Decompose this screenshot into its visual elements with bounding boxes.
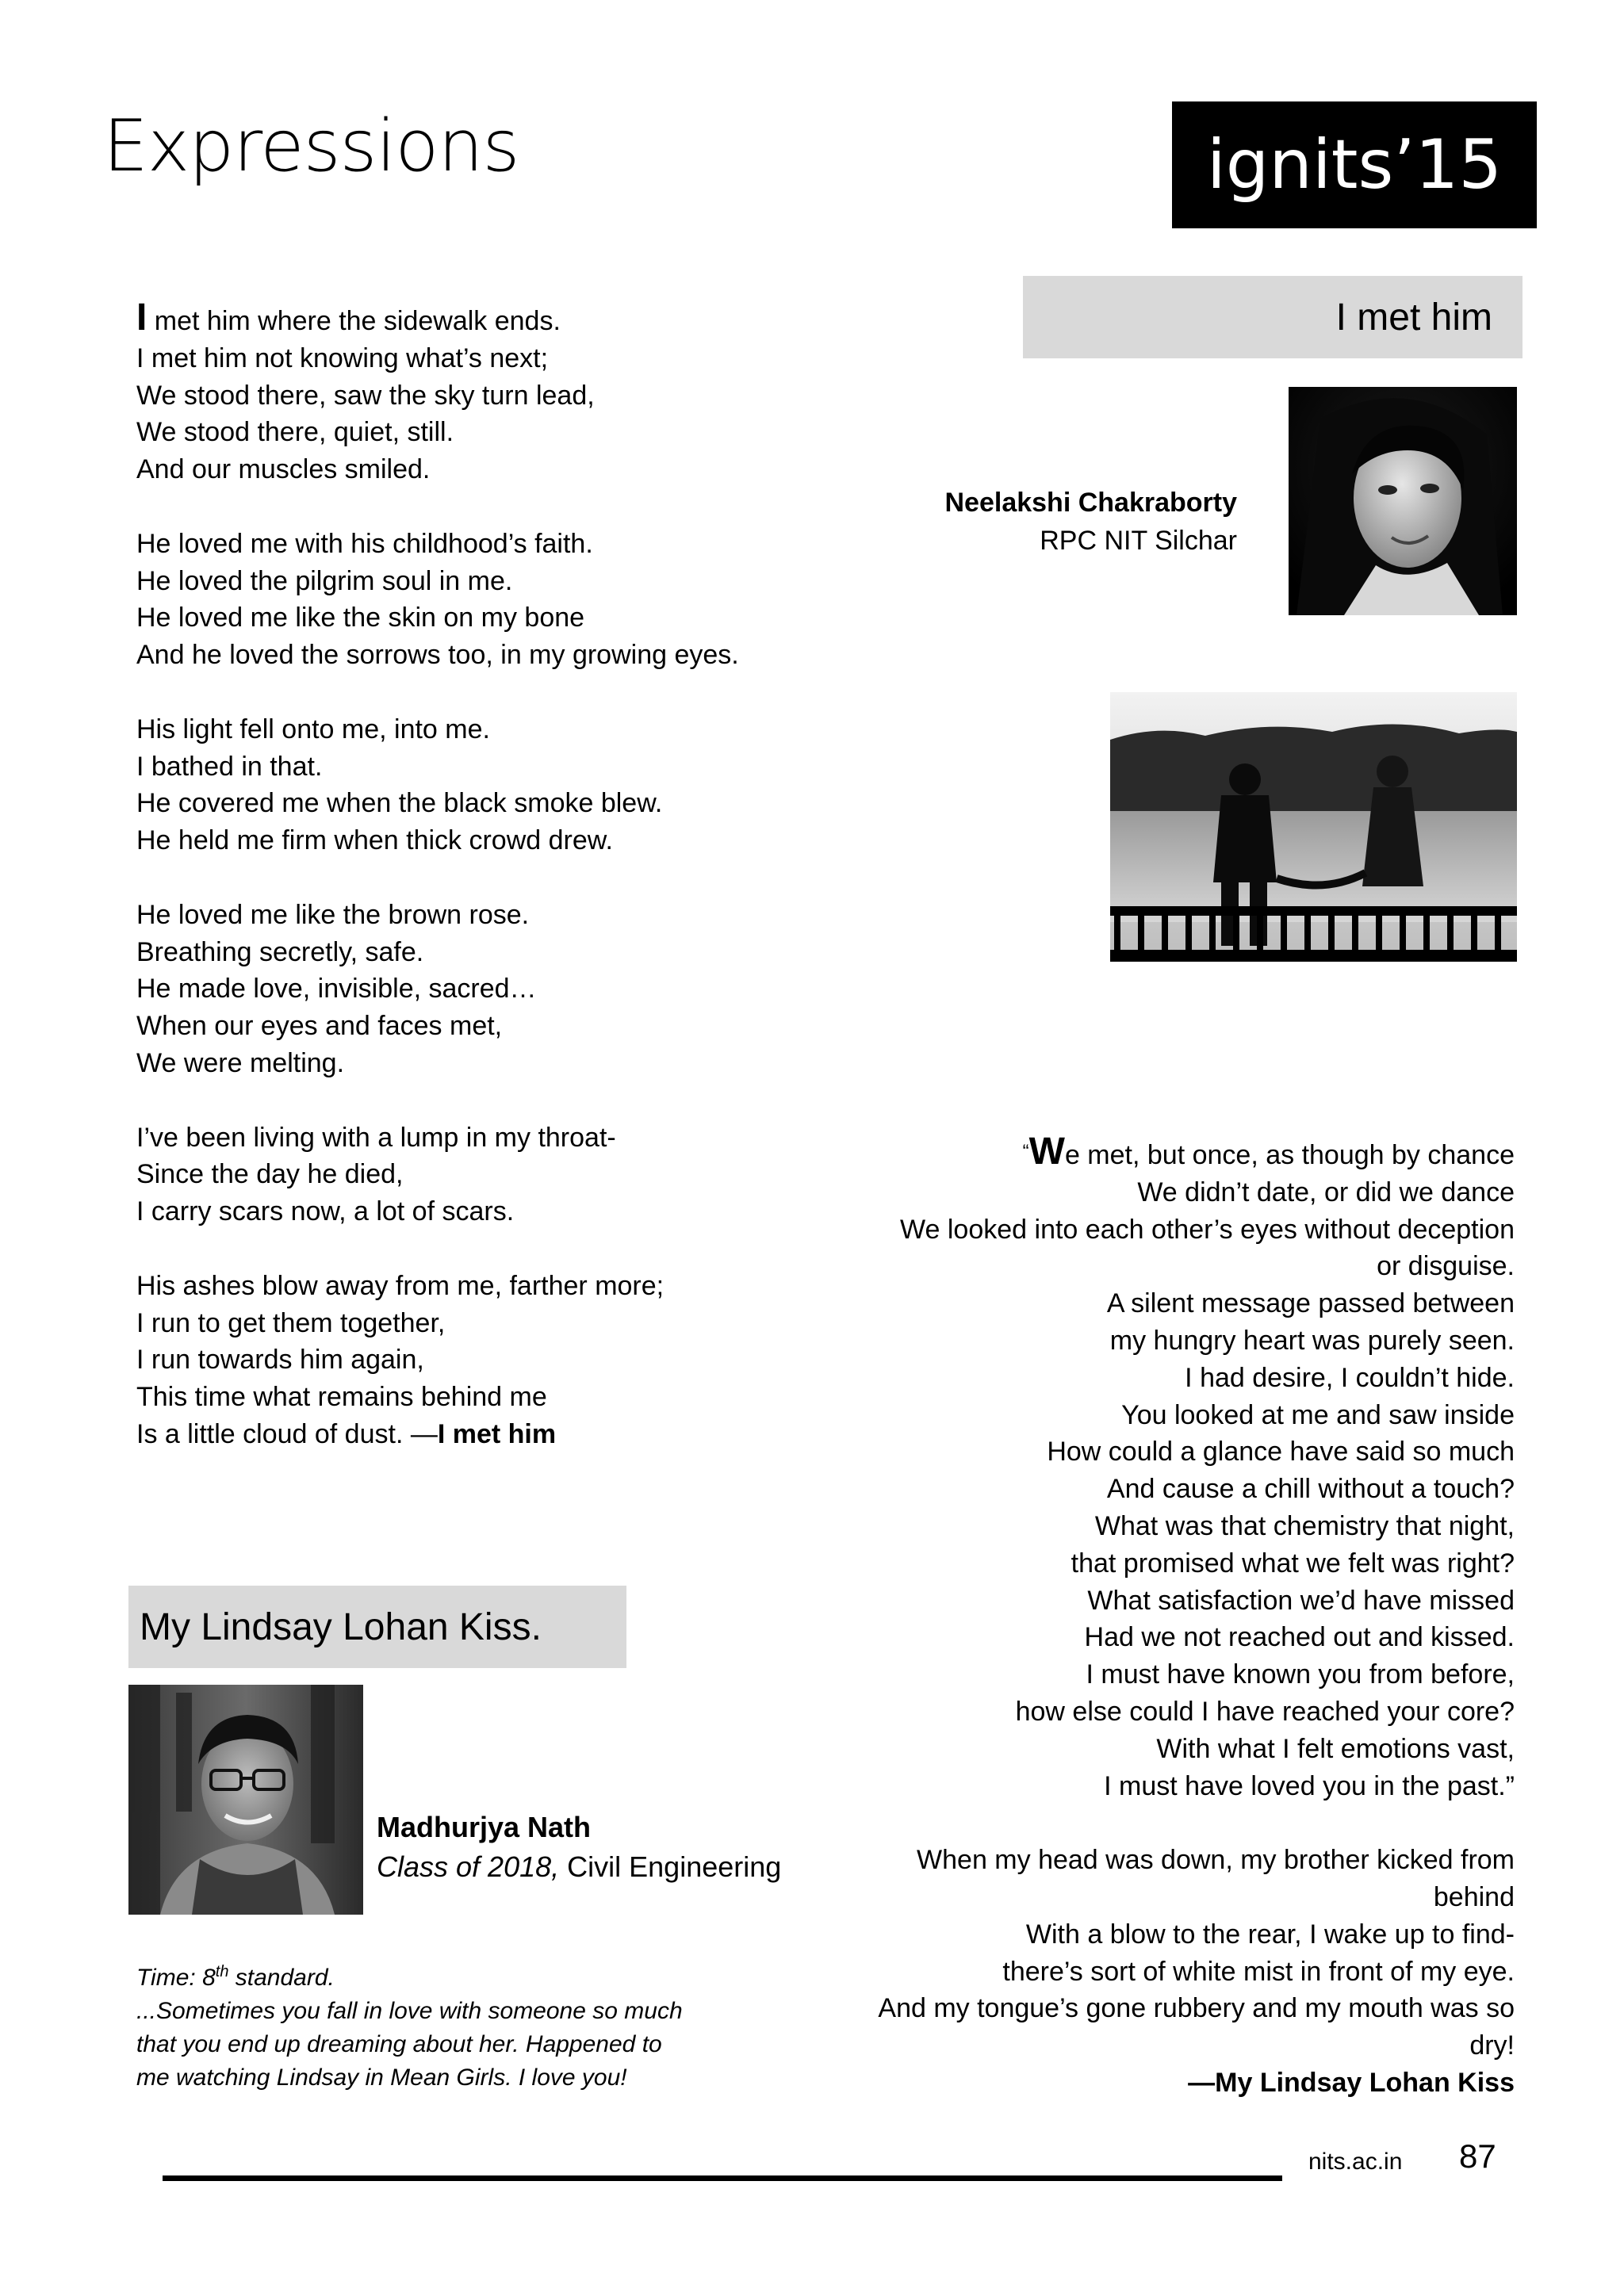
poem1-author-name: Neelakshi Chakraborty xyxy=(944,488,1237,518)
poem1-stanza-1 xyxy=(136,297,739,488)
poem1-stanza-2 xyxy=(136,526,739,674)
poem-line: He made love, invisible, sacred… xyxy=(136,974,537,1004)
poem-title-i-met-him: I met him xyxy=(1023,276,1522,358)
poem-spacer xyxy=(825,1804,1515,1842)
poem-line: He covered me when the black smoke blew. xyxy=(136,788,663,819)
poem-line: behind xyxy=(1433,1881,1515,1912)
poem-lindsay-lohan-kiss-text xyxy=(825,1131,1515,2102)
issue-badge: ignits’15 xyxy=(1172,101,1537,228)
poem-line: Breathing secretly, safe. xyxy=(136,936,424,967)
poem2-author-name: Madhurjya Nath xyxy=(377,1811,592,1843)
author-photo-neelakshi xyxy=(1289,387,1517,615)
poem1-stanza-5 xyxy=(136,1119,739,1230)
poem-line: I met him not knowing what’s next; xyxy=(136,342,549,373)
poem-line: He loved me like the skin on my bone xyxy=(136,603,585,633)
poem-line: With what I felt emotions vast, xyxy=(1156,1733,1515,1764)
poem-line: We were melting. xyxy=(136,1047,345,1078)
poem2-author xyxy=(377,1808,781,1887)
poem1-stanza-4 xyxy=(136,897,739,1082)
poem-line: He held me firm when thick crowd drew. xyxy=(136,825,613,856)
poem-line: I bathed in that. xyxy=(136,751,323,782)
poem-line: We didn’t date, or did we dance xyxy=(1137,1177,1515,1207)
poem-line: I carry scars now, a lot of scars. xyxy=(136,1196,515,1227)
poem-line: We stood there, saw the sky turn lead, xyxy=(136,380,595,411)
poem-line: that promised what we felt was right? xyxy=(1071,1548,1515,1578)
poem-line: And he loved the sorrows too, in my growing eyes. xyxy=(136,640,739,671)
poem-line: With a blow to the rear, I wake up to find- xyxy=(1025,1919,1515,1950)
section-title: Expressions xyxy=(103,105,519,188)
note-time-line: Time: 8th standard. xyxy=(136,1963,335,1991)
poem-line: His light fell onto me, into me. xyxy=(136,714,490,744)
poem-line: How could a glance have said so much xyxy=(1047,1437,1515,1468)
note-line: me watching Lindsay in Mean Girls. I love you! xyxy=(136,2064,627,2091)
poem-line: He loved me like the brown rose. xyxy=(136,899,530,930)
footer-site-url: nits.ac.in xyxy=(1308,2149,1403,2175)
poem-title-lindsay-lohan-kiss: My Lindsay Lohan Kiss. xyxy=(128,1586,626,1668)
poem-line: You looked at me and saw inside xyxy=(1121,1399,1515,1430)
poem-line: What satisfaction we’d have missed xyxy=(1087,1585,1515,1616)
poem-line: A silent message passed between xyxy=(1106,1288,1515,1319)
poem-line: I’ve been living with a lump in my throat- xyxy=(136,1122,616,1153)
poem1-author xyxy=(872,484,1237,560)
poem-line: When our eyes and faces met, xyxy=(136,1011,503,1042)
poem-line: I had desire, I couldn’t hide. xyxy=(1185,1362,1515,1393)
poem-line: my hungry heart was purely seen. xyxy=(1109,1325,1515,1356)
footer-rule xyxy=(163,2175,1282,2181)
poem-line: or disguise. xyxy=(1377,1251,1515,1282)
poem1-author-affiliation: RPC NIT Silchar xyxy=(1040,526,1237,556)
poem-line: there’s sort of white mist in front of my eye. xyxy=(1002,1956,1515,1987)
poem2-intro-note xyxy=(136,1955,683,2095)
poem-i-met-him-text xyxy=(136,297,739,1490)
poem-line: We stood there, quiet, still. xyxy=(136,417,454,448)
poem1-stanza-3 xyxy=(136,711,739,859)
poem-line: We looked into each other’s eyes without deception xyxy=(900,1214,1515,1245)
poem-line: dry! xyxy=(1469,2030,1515,2061)
poem2-author-dept: Civil Engineering xyxy=(559,1850,782,1883)
poem-line: I run towards him again, xyxy=(136,1345,424,1376)
note-line: that you end up dreaming about her. Happened to xyxy=(136,2031,662,2057)
couple-silhouette-photo xyxy=(1110,692,1517,962)
poem1-signoff: I met him xyxy=(437,1418,557,1449)
poem-line: This time what remains behind me xyxy=(136,1382,547,1413)
poem-line: I must have known you from before, xyxy=(1086,1659,1515,1690)
poem-line: Since the day he died, xyxy=(136,1159,404,1190)
poem-line: When my head was down, my brother kicked from xyxy=(917,1845,1515,1876)
poem1-dropcap: I xyxy=(136,297,147,339)
poem-line: how else could I have reached your core? xyxy=(1015,1696,1515,1727)
page-number: 87 xyxy=(1459,2137,1496,2175)
poem-line: Had we not reached out and kissed. xyxy=(1084,1622,1515,1653)
poem-line: I run to get them together, xyxy=(136,1307,446,1338)
poem2-author-class: Class of 2018, xyxy=(377,1850,560,1883)
poem2-first-line: “We met, but once, as though by chance xyxy=(1022,1131,1515,1173)
poem-line: And my tongue’s gone rubbery and my mouth was so xyxy=(878,1993,1515,2024)
note-line: ...Sometimes you fall in love with someone so much xyxy=(136,1998,683,2024)
poem-line: And cause a chill without a touch? xyxy=(1106,1474,1515,1505)
poem-line: He loved me with his childhood’s faith. xyxy=(136,528,593,559)
poem-line: He loved the pilgrim soul in me. xyxy=(136,565,513,596)
poem-line: His ashes blow away from me, farther more; xyxy=(136,1270,665,1301)
author-photo-madhurjya xyxy=(128,1685,363,1915)
poem2-dropcap: W xyxy=(1028,1131,1065,1173)
poem2-signoff: —My Lindsay Lohan Kiss xyxy=(1188,2067,1515,2098)
poem-line: What was that chemistry that night, xyxy=(1094,1510,1515,1541)
poem-line: I must have loved you in the past.” xyxy=(1104,1770,1515,1801)
poem-line: And our muscles smiled. xyxy=(136,454,431,485)
poem1-first-line: I met him where the sidewalk ends. xyxy=(136,297,561,339)
poem2-author-class-line xyxy=(377,1847,781,1887)
poem1-stanza-6 xyxy=(136,1268,739,1453)
poem1-last-line: Is a little cloud of dust. —I met him xyxy=(136,1418,557,1449)
